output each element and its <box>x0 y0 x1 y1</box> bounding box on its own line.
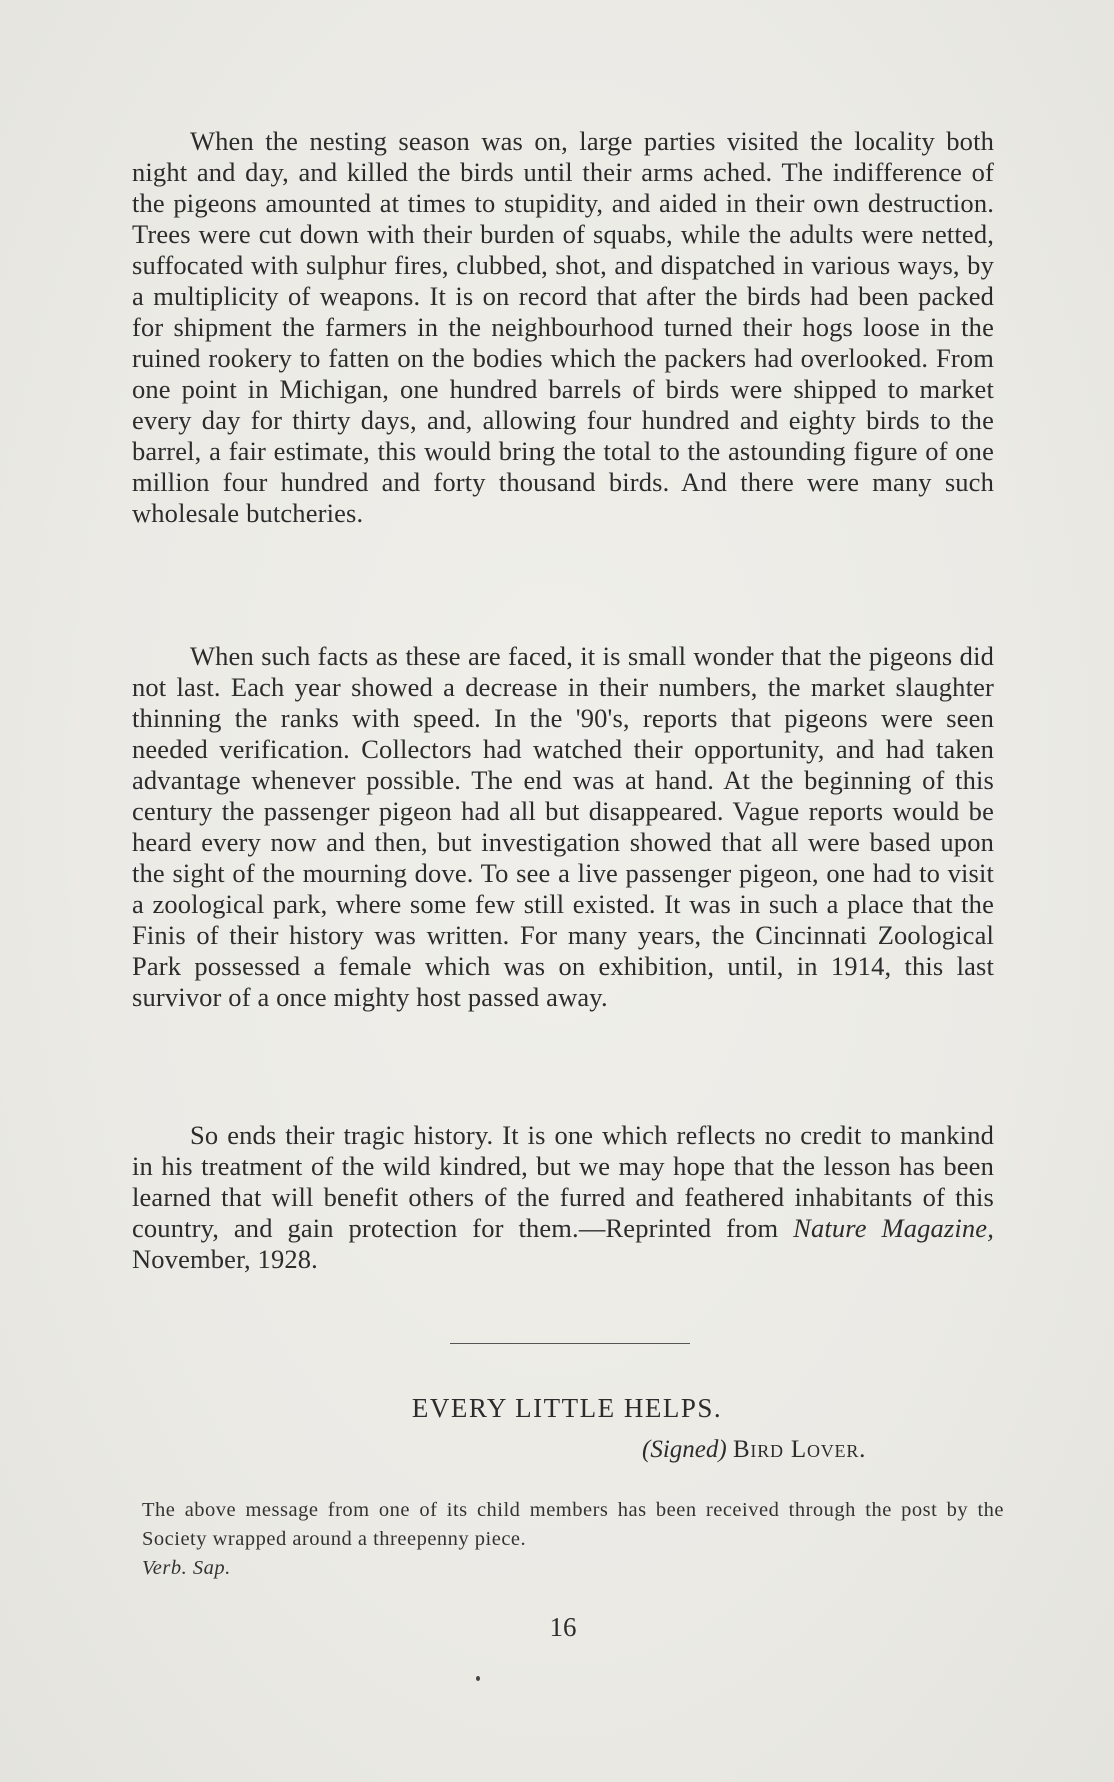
paragraph-decline <box>132 641 994 1031</box>
signature-line <box>642 1436 866 1464</box>
source-date: November, 1928. <box>132 1244 318 1274</box>
signed-label: (Signed) <box>642 1436 727 1463</box>
paragraph-text: When such facts as these are faced, it is small wonder that the pigeons did not last. Each year showed a decrease in their numbers, the market slaughter thinning the ranks with speed. In the '90's, reports that pigeons were seen needed verification. Collectors had watched their opportunity, and had taken advantage whenever possible. The end was at hand. At the beginning of this century the passenger pigeon had all but disappeared. Vague reports would be heard every now and then, but investigation showed that all were based upon the sight of the mourning dove. To see a live passenger pigeon, one had to visit a zoological park, where some few still existed. It was in such a place that the Finis of their history was written. For many years, the Cincinnati Zoological Park possessed a female which was on exhibition, until, in 1914, this last survivor of a once mighty host passed away. <box>132 641 994 1012</box>
paragraph-text <box>132 1120 994 1275</box>
paragraph-nesting-season <box>132 126 994 547</box>
section-heading: EVERY LITTLE HELPS. <box>411 1393 723 1423</box>
print-speck <box>476 1676 480 1681</box>
page-number: 16 <box>549 1612 577 1642</box>
source-title: Nature Magazine, <box>793 1213 994 1243</box>
section-divider <box>450 1343 690 1344</box>
conclusion-text: So ends their tragic history. It is one which reflects no credit to mankind in his treatment of the wild kindred, but we may hope that the lesson has been learned that will benefit others of the furred and feathered inhabitants of this country, and gain protection for them.—Reprinted from <box>132 1120 994 1243</box>
paragraph-text: When the nesting season was on, large parties visited the locality both night and day, and killed the birds until their arms ached. The indifference of the pigeons amounted at times to stupidity, and aided in their own destruction. Trees were cut down with their burden of squabs, while the adults were netted, suffocated with sulphur fires, clubbed, shot, and dispatched in various ways, by a multiplicity of weapons. It is on record that after the birds had been packed for shipment the farmers in the neighbourhood turned their hogs loose in the ruined rookery to fatten on the bodies which the packers had overlooked. From one point in Michigan, one hundred barrels of birds were shipped to market every day for thirty days, and, allowing four hundred and eighty birds to the barrel, a fair estimate, this would bring the total to the astounding figure of one million four hundred and forty thousand birds. And there were many such wholesale butcheries. <box>132 126 994 528</box>
editor-note <box>142 1496 1004 1583</box>
note-closing: Verb. Sap. <box>142 1557 231 1579</box>
signer-name: Bird Lover. <box>732 1436 867 1463</box>
paragraph-conclusion <box>132 1120 994 1293</box>
note-text: The above message from one of its child members has been received through the post by the Society wrapped around a threepenny piece. <box>142 1499 1004 1550</box>
